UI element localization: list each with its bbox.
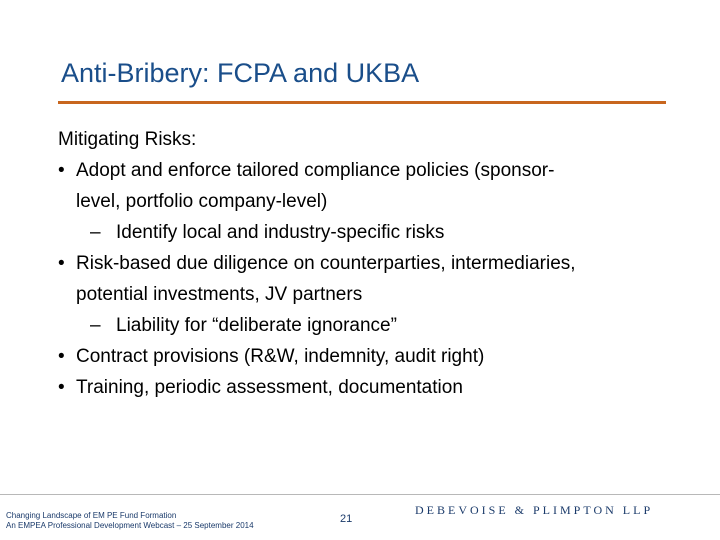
bullet-dot-icon: •	[58, 346, 65, 367]
bullet-dot-icon: •	[58, 253, 65, 274]
bullet-text: Training, periodic assessment, documentation	[76, 377, 463, 398]
bullet-dot-icon: •	[58, 377, 65, 398]
bullet-item	[58, 155, 678, 217]
sub-bullet-text: Liability for “deliberate ignorance”	[116, 315, 397, 336]
bullet-item	[58, 341, 678, 372]
dash-icon: –	[90, 222, 101, 243]
title-underline	[58, 101, 666, 104]
dash-icon: –	[90, 315, 101, 336]
bullet-dot-icon: •	[58, 160, 65, 181]
bullet-text-continued: level, portfolio company-level)	[76, 191, 328, 212]
page-number: 21	[340, 513, 353, 525]
section-heading: Mitigating Risks:	[58, 129, 197, 150]
bullet-text: Risk-based due diligence on counterparties, intermediaries,	[76, 253, 576, 274]
bullet-text: Adopt and enforce tailored compliance policies (sponsor-	[76, 160, 555, 181]
bullet-text: Contract provisions (R&W, indemnity, audit right)	[76, 346, 485, 367]
footer-caption	[6, 511, 254, 531]
footer-divider	[0, 494, 720, 495]
footer-line-1: Changing Landscape of EM PE Fund Formation	[6, 511, 177, 520]
slide-content	[58, 124, 678, 403]
bullet-text-continued: potential investments, JV partners	[76, 284, 363, 305]
footer-line-2: An EMPEA Professional Development Webcast – 25 September 2014	[6, 521, 254, 530]
sub-bullet-item	[78, 310, 678, 341]
sub-bullet-text: Identify local and industry-specific risks	[116, 222, 445, 243]
bullet-item	[58, 248, 678, 310]
firm-logo-text: DEBEVOISE & PLIMPTON LLP	[415, 503, 654, 517]
sub-bullet-item	[78, 217, 678, 248]
bullet-item	[58, 372, 678, 403]
slide-title: Anti-Bribery: FCPA and UKBA	[61, 58, 420, 88]
